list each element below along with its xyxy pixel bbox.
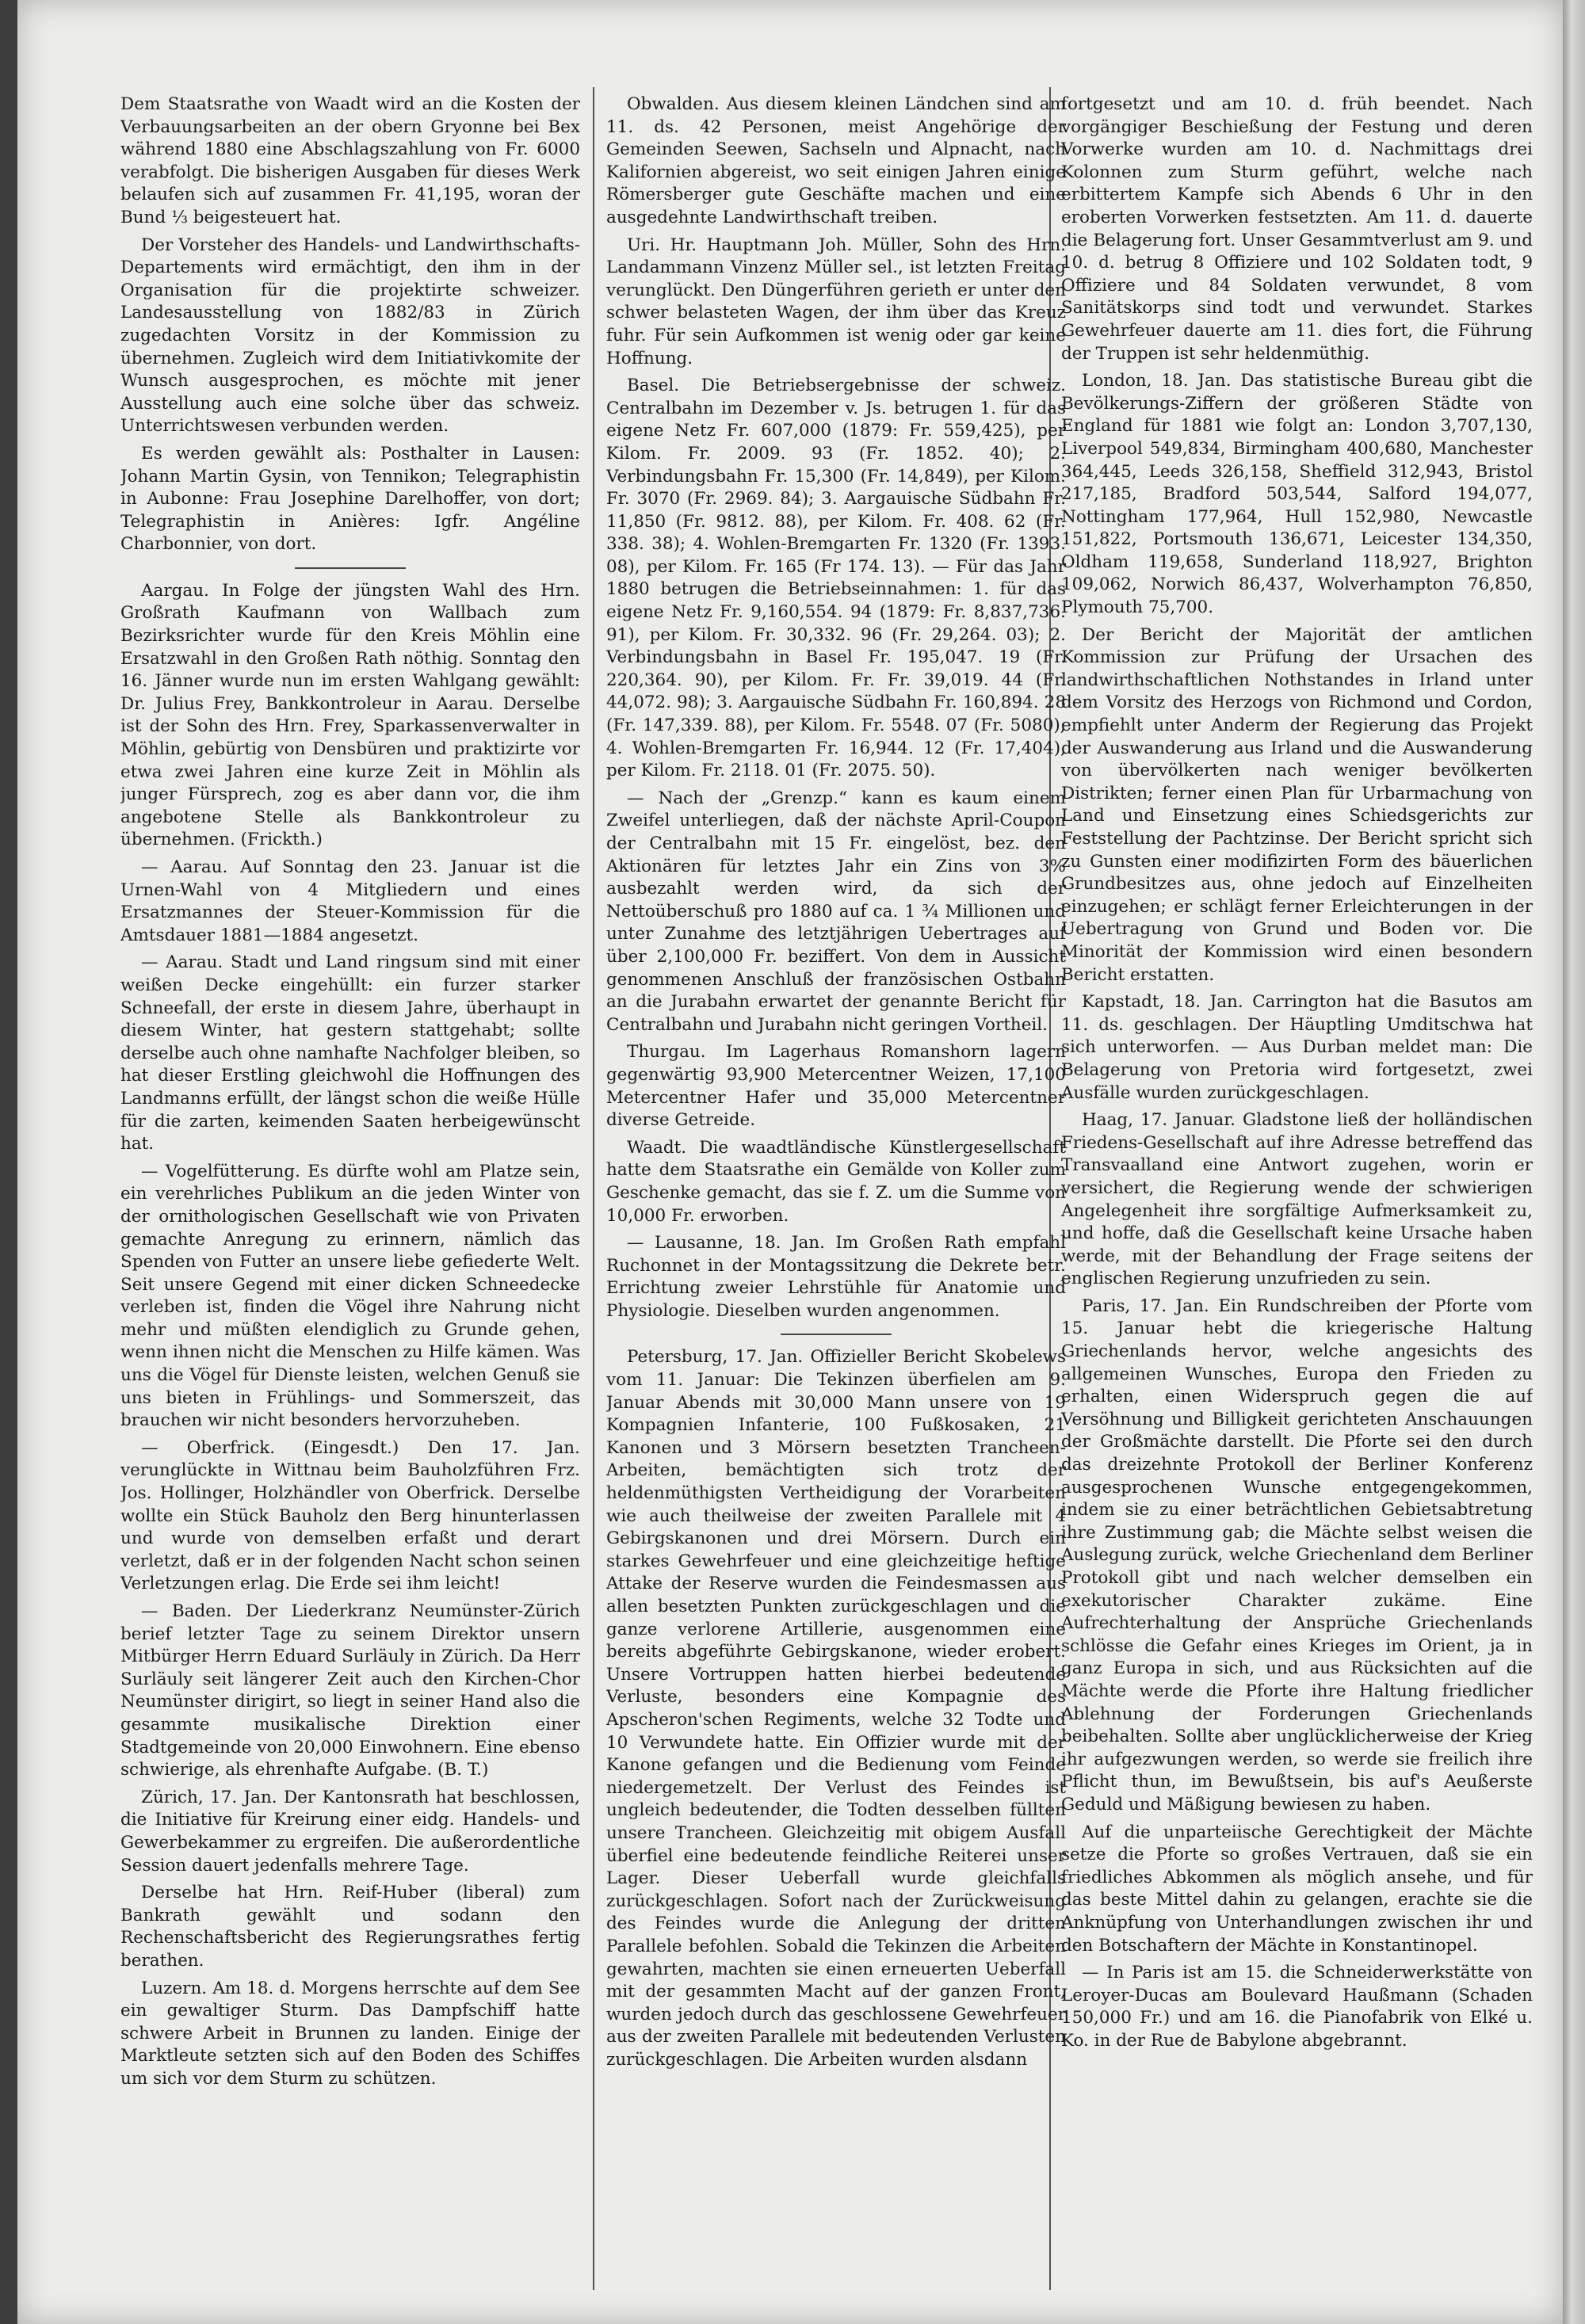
- article-paris-brand: — In Paris ist am 15. die Schneiderwerkstätte von Leroyer-Ducas am Boulevard Haußmann (Schaden 150,000 Fr.) und am 16. die Pianofabrik von Elké u. Ko. in der Rue de Babylone abgebrannt.: [1061, 1963, 1533, 2051]
- article-london: London, 18. Jan. Das statistische Bureau gibt die Bevölkerungs-Ziffern der größeren Städte von England für 1881 wie folgt an: London 3,707,130, Liverpool 549,834, Birmingham 400,680, Manchester 364,445, Leeds 326,158, Sheffield 312,943, Bristol 217,185, Bradford 503,544, Salford 194,077, Nottingham 177,964, Hull 152,980, Newcastle 151,822, Portsmouth 136,671, Leicester 134,350, Oldham 119,658, Sunderland 118,927, Brighton 109,062, Norwich 86,437, Wolverhampton 76,850, Plymouth 75,700.: [1061, 371, 1533, 618]
- article-haag: Haag, 17. Januar. Gladstone ließ der holländischen Friedens-Gesellschaft auf ihre Adresse betreffend das Transvaalland eine Antwort zugehen, worin er versichert, die Regierung wende der schwierigen Angelegenheit ihre sorgfältige Aufmerksamkeit zu, und hoffe, daß die Gesellschaft keine Ursache haben werde, mit der Behandlung der Frage seitens der englischen Regierung unzufrieden zu sein.: [1061, 1110, 1533, 1289]
- article-zuerich-bankrath: Derselbe hat Hrn. Reif-Huber (liberal) zum Bankrath gewählt und sodann den Rechenschaftsbericht des Regierungsrathes fertig berathen.: [120, 1883, 580, 1971]
- article-staatsrath-waadt: Dem Staatsrathe von Waadt wird an die Kosten der Verbauungsarbeiten an der obern Gryonne bei Bex während 1880 eine Abschlagszahlung von Fr. 6000 verabfolgt. Die bisherigen Ausgaben für dieses Werk belaufen sich auf zusammen Fr. 41,195, woran der Bund ⅓ beigesteuert hat.: [120, 94, 580, 227]
- article-wahlen: Es werden gewählt als: Posthalter in Lausen: Johann Martin Gysin, von Tennikon; Telegraphistin in Aubonne: Frau Josephine Darelhoffer, von dort; Telegraphistin in Anières: Igfr. Angéline Charbonnier, von dort.: [120, 443, 580, 555]
- article-lausanne: — Lausanne, 18. Jan. Im Großen Rath empfahl Ruchonnet in der Montagssitzung die Dekrete betr. Errichtung zweier Lehrstühle für Anatomie und Physiologie. Dieselben wurden angenommen.: [606, 1233, 1066, 1321]
- column-middle: [606, 93, 1066, 2280]
- article-obwalden: Obwalden. Aus diesem kleinen Ländchen sind am 11. ds. 42 Personen, meist Angehörige der Gemeinden Seewen, Sachseln und Alpnacht, nach Kalifornien abgereist, wo seit einigen Jahren einige Römersberger gute Geschäfte machen und eine ausgedehnte Landwirthschaft treiben.: [606, 94, 1066, 227]
- article-paris-pforte-2: Auf die unparteiische Gerechtigkeit der Mächte setze die Pforte so großes Vertrauen, daß sie ein friedliches Abkommen als möglich ansehe, und für das beste Mittel dahin zu gelangen, erachte sie die Anknüpfung von Unterhandlungen zwischen ihr und den Botschaftern der Mächte in Konstantinopel.: [1061, 1822, 1533, 1956]
- article-luzern: Luzern. Am 18. d. Morgens herrschte auf dem See ein gewaltiger Sturm. Das Dampfschiff hatte schwere Arbeit in Brunnen zu landen. Einige der Marktleute setzten sich auf den Boden des Schiffes um sich vor dem Sturm zu schützen.: [120, 1978, 580, 2089]
- column-right: [1061, 93, 1533, 2280]
- article-petersburg-continued: fortgesetzt und am 10. d. früh beendet. Nach vorgängiger Beschießung der Festung und deren Vorwerke wurden am 10. d. Nachmittags drei Kolonnen zum Sturm geführt, welche nach erbittertem Kampfe sich Abends 6 Uhr in den eroberten Vorwerken festsetzten. Am 11. d. dauerte die Belagerung fort. Unser Gesammtverlust am 9. und 10. d. betrug 8 Offiziere und 102 Soldaten todt, 9 Offiziere und 84 Soldaten verwundet, 8 vom Sanitätskorps sind todt und verwundet. Starkes Gewehrfeuer dauerte am 11. dies fort, die Führung der Truppen ist sehr heldenmüthig.: [1061, 94, 1533, 364]
- article-aarau-urnenwahl: — Aarau. Auf Sonntag den 23. Januar ist die Urnen-Wahl von 4 Mitgliedern und eines Ersatzmannes der Steuer-Kommission für die Amtsdauer 1881—1884 angesetzt.: [120, 857, 580, 945]
- section-separator: [781, 1334, 892, 1335]
- article-thurgau: Thurgau. Im Lagerhaus Romanshorn lagern gegenwärtig 93,900 Metercentner Weizen, 17,100 Metercentner Hafer und 35,000 Metercentner diverse Getreide.: [606, 1042, 1066, 1131]
- column-left: [120, 93, 580, 2280]
- page-edge: [1563, 0, 1585, 2324]
- article-landesausstellung: Der Vorsteher des Handels- und Landwirthschafts-Departements wird ermächtigt, den ihm in der Organisation für die projektirte schweizer. Landesausstellung von 1882/83 in Zürich zugedachten Vorsitz in der Kommission zu übernehmen. Zugleich wird dem Initiativkomite der Wunsch ausgesprochen, es möchte mit jener Ausstellung auch eine solche über das schweiz. Unterrichtswesen verbunden werden.: [120, 235, 580, 437]
- newspaper-page: [17, 0, 1563, 2324]
- article-basel-centralbahn: Basel. Die Betriebsergebnisse der schweiz. Centralbahn im Dezember v. Js. betrugen 1. für das eigene Netz Fr. 607,000 (1879: Fr. 559,425), per Kilom. Fr. 2009. 93 (Fr. 1852. 40); 2. Verbindungsbahn Fr. 15,300 (Fr. 14,849), per Kilom. Fr. 3070 (Fr. 2969. 84); 3. Aargauische Südbahn Fr. 11,850 (Fr. 9812. 88), per Kilom. Fr. 408. 62 (Fr. 338. 38); 4. Wohlen-Bremgarten Fr. 1320 (Fr. 1393. 08), per Kilom. Fr. 165 (Fr 174. 13). — Für das Jahr 1880 betrugen die Betriebseinnahmen: 1. für das eigene Netz Fr. 9,160,554. 94 (1879: Fr. 8,837,736. 91), per Kilom. Fr. 30,332. 96 (Fr. 29,264. 03); 2. Verbindungsbahn in Basel Fr. 195,047. 19 (Fr. 220,364. 90), per Kilom. Fr. Fr. 39,019. 44 (Fr. 44,072. 98); 3. Aargauische Südbahn Fr. 160,894. 28 (Fr. 147,339. 88), per Kilom. Fr. 5548. 07 (Fr. 5080); 4. Wohlen-Bremgarten Fr. 16,944. 12 (Fr. 17,404), per Kilom. Fr. 2118. 01 (Fr. 2075. 50).: [606, 376, 1066, 781]
- column-rule-1: [593, 87, 594, 2290]
- article-aargau-wahl: Aargau. In Folge der jüngsten Wahl des Hrn. Großrath Kaufmann von Wallbach zum Bezirksrichter wurde für den Kreis Möhlin eine Ersatzwahl in den Großen Rath nöthig. Sonntag den 16. Jänner wurde nun im ersten Wahlgang gewählt: Dr. Julius Frey, Bankkontroleur in Aarau. Derselbe ist der Sohn des Hrn. Frey, Sparkassenverwalter in Möhlin, gebürtig von Densbüren und praktizirte vor etwa zwei Jahren eine kurze Zeit in Möhlin als junger Fürsprech, zog es aber dann vor, die ihm angebotene Stelle als Bankkontroleur zu übernehmen. (Frickth.): [120, 580, 580, 850]
- article-grenzpost-coupon: — Nach der „Grenzp.“ kann es kaum einem Zweifel unterliegen, daß der nächste April-Coupon der Centralbahn mit 15 Fr. eingelöst, bez. den Aktionären für letztes Jahr ein Zins von 3% ausbezahlt werden wird, da sich der Nettoüberschuß pro 1880 auf ca. 1 ¾ Millionen und unter Zunahme des letztjährigen Uebertrages auf über 2,100,000 Fr. beziffert. Von dem in Aussicht genommenen Anschluß der französischen Ostbahn an die Jurabahn erwartet der genannte Bericht für Centralbahn und Jurabahn nicht geringen Vortheil.: [606, 788, 1066, 1035]
- article-zuerich: Zürich, 17. Jan. Der Kantonsrath hat beschlossen, die Initiative für Kreirung einer eidg. Handels- und Gewerbekammer zu ergreifen. Die außerordentliche Session dauert jedenfalls mehrere Tage.: [120, 1787, 580, 1876]
- article-oberfrick: — Oberfrick. (Eingesdt.) Den 17. Jan. verunglückte in Wittnau beim Bauholzführen Frz. Jos. Hollinger, Holzhändler von Oberfrick. Derselbe wollte ein Stück Bauholz den Berg hinunterlassen und wurde von demselben erfaßt und derart verletzt, daß er in der folgenden Nacht schon seinen Verletzungen erlag. Die Erde sei ihm leicht!: [120, 1437, 580, 1594]
- article-uri: Uri. Hr. Hauptmann Joh. Müller, Sohn des Hrn. Landammann Vinzenz Müller sel., ist letzten Freitag verunglückt. Den Düngerführen gerieth er unter den schwer belasteten Wagen, der ihm über das Kreuz fuhr. Für sein Aufkommen ist wenig oder gar keine Hoffnung.: [606, 235, 1066, 368]
- article-vogelfuetterung: — Vogelfütterung. Es dürfte wohl am Platze sein, ein verehrliches Publikum an die jeden Winter von der ornithologischen Gesellschaft wie von Privaten gemachte Anregung zu erinnern, nämlich das Spenden von Futter an unsere liebe gefiederte Welt. Seit unsere Gegend mit einer dicken Schneedecke verleben ist, finden die Vögel ihre Nahrung nicht mehr und müßten elendiglich zu Grunde gehen, wenn ihnen nicht die Menschen zu Hilfe kämen. Was uns die Vögel für Dienste leisten, welchen Genuß sie uns bieten in Frühlings- und Sommerszeit, das brauchen wir nicht besonders hervorzuheben.: [120, 1161, 580, 1431]
- article-waadt: Waadt. Die waadtländische Künstlergesellschaft hatte dem Staatsrathe ein Gemälde von Koller zum Geschenke gemacht, das sie f. Z. um die Summe von 10,000 Fr. erworben.: [606, 1137, 1066, 1226]
- section-separator: [295, 567, 406, 569]
- article-irland-bericht: Der Bericht der Majorität der amtlichen Kommission zur Prüfung der Ursachen des landwirthschaftlichen Nothstandes in Irland unter dem Vorsitz des Herzogs von Richmond und Cordon, empfiehlt unter Anderm der Regierung das Projekt der Auswanderung aus Irland und die Auswanderung von übervölkerten nach weniger bevölkerten Distrikten; ferner einen Plan für Urbarmachung von Land und Einsetzung eines Schiedsgerichts zur Feststellung der Pachtzinse. Der Bericht spricht sich zu Gunsten einer modifizirten Form des bäuerlichen Grundbesitzes aus, ohne jedoch auf Einzelheiten einzugehen; er schlägt ferner Erleichterungen in der Uebertragung von Grund und Boden vor. Die Minorität der Kommission wird einen besondern Bericht erstatten.: [1061, 624, 1533, 985]
- article-kapstadt: Kapstadt, 18. Jan. Carrington hat die Basutos am 11. ds. geschlagen. Der Häuptling Umditschwa hat sich unterworfen. — Aus Durban meldet man: Die Belagerung von Pretoria wird fortgesetzt, zwei Ausfälle wurden zurückgeschlagen.: [1061, 992, 1533, 1103]
- article-baden: — Baden. Der Liederkranz Neumünster-Zürich berief letzter Tage zu seinem Direktor unsern Mitbürger Herrn Eduard Surläuly in Zürich. Da Herr Surläuly seit längerer Zeit auch den Kirchen-Chor Neumünster dirigirt, so liegt in seiner Hand also die gesammte musikalische Direktion einer Stadtgemeinde von 20,000 Einwohnern. Eine ebenso schwierige, als ehrenhafte Aufgabe. (B. T.): [120, 1601, 580, 1780]
- article-petersburg: Petersburg, 17. Jan. Offizieller Bericht Skobelews vom 11. Januar: Die Tekinzen überfielen am 9. Januar Abends mit 30,000 Mann unsere von 19 Kompagnien Infanterie, 100 Fußkosaken, 21 Kanonen und 3 Mörsern besetzten Trancheen-Arbeiten, bemächtigten sich trotz der heldenmüthigsten Vertheidigung der Vorarbeiten wie auch theilweise der zweiten Parallele mit 4 Gebirgskanonen und drei Mörsern. Durch ein starkes Gewehrfeuer und eine gleichzeitige heftige Attake der Reserve wurden die Feindesmassen aus allen besetzten Punkten zurückgeschlagen und die ganze verlorene Artillerie, ausgenommen eine bereits abgeführte Gebirgskanone, wieder erobert. Unsere Vortruppen hatten hierbei bedeutende Verluste, besonders eine Kompagnie des Apscheron'schen Regiments, welche 32 Todte und 10 Verwundete hatte. Ein Offizier wurde mit der Kanone gefangen und die Bedienung vom Feinde niedergemetzelt. Der Verlust des Feindes ist ungleich bedeutender, die Todten desselben füllten unsere Trancheen. Gleichzeitig mit obigem Ausfall überfiel eine bedeutende feindliche Reiterei unser Lager. Dieser Ueberfall wurde gleichfalls zurückgeschlagen. Sofort nach der Zurückweisung des Feindes wurde die Anlegung der dritten Parallele befohlen. Sobald die Tekinzen die Arbeiten gewahrten, machten sie einen erneuerten Ueberfall mit der gesammten Macht auf der ganzen Front, wurden jedoch durch das geschlossene Gewehrfeuer aus der zweiten Parallele mit bedeutenden Verlusten zurückgeschlagen. Die Arbeiten wurden alsdann: [606, 1347, 1066, 2070]
- article-aarau-schnee: — Aarau. Stadt und Land ringsum sind mit einer weißen Decke eingehüllt: ein furzer starker Schneefall, der erste in diesem Jahre, überhaupt in diesem Winter, hat gestern stattgehabt; sollte derselbe auch ohne namhafte Nachfolger bleiben, so hat dieser Erstling gleichwohl die Hoffnungen des Landmanns erfüllt, der längst schon die weiße Hülle für die zarten, keimenden Saaten herbeigewünscht hat.: [120, 952, 580, 1154]
- article-paris-pforte: Paris, 17. Jan. Ein Rundschreiben der Pforte vom 15. Januar hebt die kriegerische Haltung Griechenlands hervor, welche angesichts des allgemeinen Wunsches, Europa den Frieden zu erhalten, einen Widerspruch gegen die auf Versöhnung und Billigkeit gerichteten Anschauungen der Großmächte darstellt. Die Pforte sei den durch das dreizehnte Protokoll der Berliner Konferenz ausgesprochenen Wunsche entgegengekommen, indem sie zu einer beträchtlichen Gebietsabtretung ihre Zustimmung gab; die Mächte selbst weisen die Auslegung zurück, welche Griechenland dem Berliner Protokoll gibt und nach welcher demselben ein exekutorischer Charakter zukäme. Eine Aufrechterhaltung der Ansprüche Griechenlands schlösse die Gefahr eines Krieges im Orient, ja in ganz Europa in sich, und aus Rücksichten auf die Mächte werde die Pforte ihre Haltung friedlicher Ablehnung der Forderungen Griechenlands beibehalten. Sollte aber unglücklicherweise der Krieg ihr aufgezwungen werden, so werde sie freilich ihre Pflicht thun, im Bewußtsein, bis auf's Aeußerste Geduld und Mäßigung bewiesen zu haben.: [1061, 1296, 1533, 1815]
